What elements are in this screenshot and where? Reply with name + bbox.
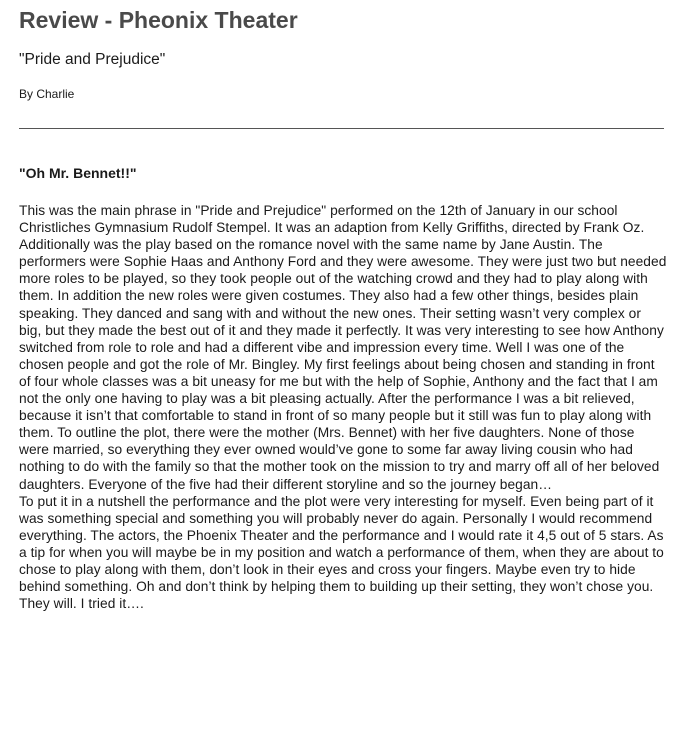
- author-byline: By Charlie: [19, 87, 75, 101]
- paragraph-2: To put it in a nutshell the performance and the plot were very interesting for myself. Even being part of it was something special and something you will probably never do again. Personally I would recommend everything. The actors, the Phoenix Theater and the performance and I would rate it 4,5 out of 5 stars. As a tip for when you will maybe be in my position and watch a performance of them, when they are about to chose to play along with them, don’t look in their eyes and cross your fingers. Maybe even try to hide behind something. Oh and don’t think by helping them to building up their setting, they won’t chose you. They will. I tried it….: [19, 493, 664, 612]
- article-heading: "Oh Mr. Bennet!!": [19, 165, 137, 181]
- divider: [19, 128, 664, 129]
- article-body: [19, 202, 667, 612]
- page-title: Review - Pheonix Theater: [19, 7, 298, 33]
- paragraph-1: This was the main phrase in "Pride and Prejudice" performed on the 12th of January in our school Christliches Gymnasium Rudolf Stempel. It was an adaption from Kelly Griffiths, directed by Frank Oz. Additionally was the play based on the romance novel with the same name by Jane Austin. The performers were Sophie Haas and Anthony Ford and they were awesome. They were just two but needed more roles to be played, so they took people out of the watching crowd and they had to play along with them. In addition the new roles were given costumes. They also had a few other things, besides plain speaking. They danced and sang with and without the new ones. Their setting wasn’t very complex or big, but they made the best out of it and they made it perfectly. It was very interesting to see how Anthony switched from role to role and had a different vibe and impression every time. Well I was one of the chosen people and got the role of Mr. Bingley. My first feelings about being chosen and standing in front of four whole classes was a bit uneasy for me but with the help of Sophie, Anthony and the fact that I am not the only one having to play was a bit pleasing actually. After the performance I was a bit relieved, because it isn’t that comfortable to stand in front of so many people but it still was fun to play along with them. To outline the plot, there were the mother (Mrs. Bennet) with her five daughters. None of those were married, so everything they ever owned would’ve gone to some far away living cousin who had nothing to do with the family so that the mother took on the mission to try and marry off all of her beloved daughters. Everyone of the five had their different storyline and so the journey began…: [19, 203, 667, 492]
- play-title: "Pride and Prejudice": [19, 51, 166, 68]
